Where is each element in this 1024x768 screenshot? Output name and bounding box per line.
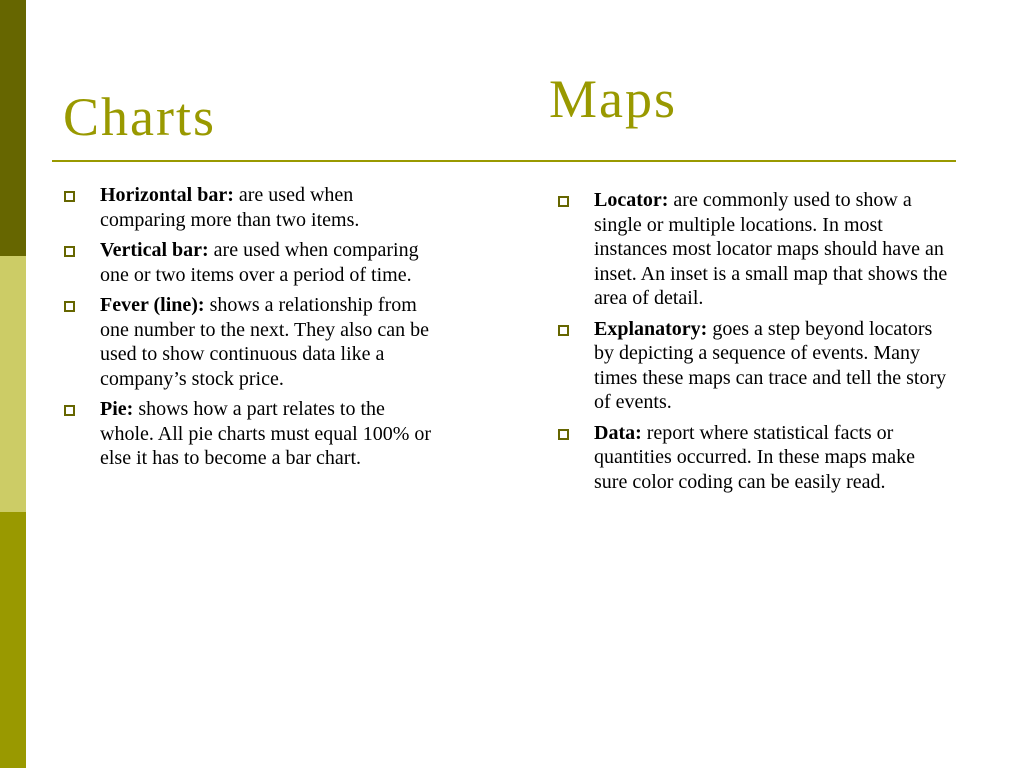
square-bullet-icon — [64, 405, 75, 416]
list-item-data — [558, 421, 950, 495]
charts-list — [64, 183, 432, 477]
item-text: goes a step beyond locators by depicting a sequence of events. Many times these maps can trace and tell the story of events. — [594, 317, 947, 413]
item-text: are used when comparing one or two items over a period of time. — [100, 239, 419, 286]
item-term: Horizontal bar: — [100, 184, 234, 206]
item-term: Explanatory: — [594, 317, 708, 340]
item-text: report where statistical facts or quantities occurred. In these maps make sure color coding can be easily read. — [594, 421, 915, 493]
list-item-locator — [558, 188, 950, 311]
item-text: shows a relationship from one number to the next. They also can be used to show continuous data like a company’s stock price. — [100, 294, 429, 390]
list-item-vertical-bar — [64, 238, 432, 287]
maps-list — [558, 188, 950, 500]
square-bullet-icon — [558, 429, 569, 440]
item-term: Locator: — [594, 189, 669, 211]
list-item-explanatory — [558, 317, 950, 415]
item-term: Data: — [594, 421, 642, 444]
item-term: Vertical bar: — [100, 239, 209, 261]
square-bullet-icon — [64, 301, 75, 312]
item-text: are used when comparing more than two items. — [100, 184, 360, 231]
item-term: Pie: — [100, 398, 134, 420]
item-text: shows how a part relates to the whole. All pie charts must equal 100% or else it has to become a bar chart. — [100, 398, 432, 469]
item-text: are commonly used to show a single or multiple locations. In most instances most locator maps should have an inset. An inset is a small map that shows the area of detail. — [594, 189, 948, 309]
item-term: Fever (line): — [100, 294, 205, 316]
maps-title: Maps — [549, 69, 677, 129]
square-bullet-icon — [558, 196, 569, 207]
list-item-pie — [64, 397, 432, 471]
square-bullet-icon — [64, 191, 75, 202]
side-band-middle — [0, 256, 26, 512]
list-item-horizontal-bar — [64, 183, 432, 232]
square-bullet-icon — [64, 246, 75, 257]
charts-title: Charts — [63, 87, 216, 147]
side-band-bottom — [0, 512, 26, 768]
title-divider — [52, 160, 956, 162]
list-item-fever-line — [64, 293, 432, 391]
square-bullet-icon — [558, 325, 569, 336]
side-band-top — [0, 0, 26, 256]
